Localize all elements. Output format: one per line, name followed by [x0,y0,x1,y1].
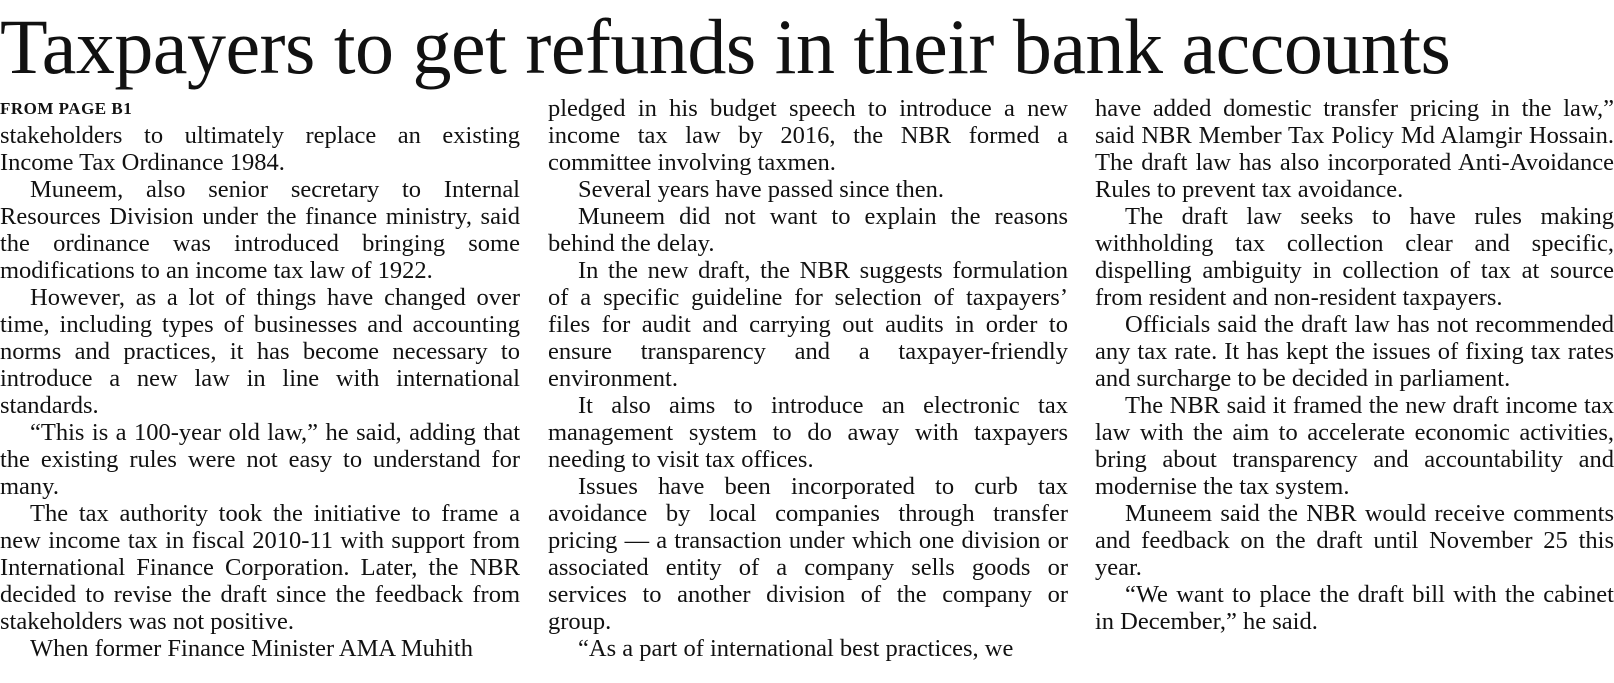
paragraph: Several years have passed since then. [578,176,944,203]
paragraph: Muneem said the NBR would receive comments and feedback on the draft until November 25 this year. [1095,500,1614,581]
paragraph: “We want to place the draft bill with the cabinet in December,” he said. [1095,581,1614,635]
article-column-3 [1095,95,1614,635]
paragraph: Muneem did not want to explain the reasons behind the delay. [548,203,1068,257]
paragraph: have added domestic transfer pricing in the law,” said NBR Member Tax Policy Md Alamgir Hossain. The draft law has also incorporated Anti-Avoidance Rules to prevent tax avoidance. [1095,95,1614,203]
paragraph: Officials said the draft law has not recommended any tax rate. It has kept the issues of fixing tax rates and surcharge to be decided in parliament. [1095,311,1614,392]
paragraph: “This is a 100-year old law,” he said, adding that the existing rules were not easy to understand for many. [0,419,520,500]
continued-from-label: FROM PAGE B1 [0,99,133,118]
paragraph: When former Finance Minister AMA Muhith [30,635,473,662]
paragraph: stakeholders to ultimately replace an existing Income Tax Ordinance 1984. [0,122,520,176]
paragraph: Muneem, also senior secretary to Internal Resources Division under the finance ministry, said the ordinance was introduced bringing some modifications to an income tax law of 1922. [0,176,520,284]
article-column-1 [0,95,520,662]
paragraph: The NBR said it framed the new draft income tax law with the aim to accelerate economic activities, bring about transparency and accountability and modernise the tax system. [1095,392,1614,500]
paragraph: It also aims to introduce an electronic tax management system to do away with taxpayers needing to visit tax offices. [548,392,1068,473]
paragraph: However, as a lot of things have changed over time, including types of businesses and accounting norms and practices, it has become necessary to introduce a new law in line with international standards. [0,284,520,419]
paragraph: In the new draft, the NBR suggests formulation of a specific guideline for selection of taxpayers’ files for audit and carrying out audits in order to ensure transparency and a taxpayer-friendly environment. [548,257,1068,392]
paragraph: The tax authority took the initiative to frame a new income tax in fiscal 2010-11 with support from International Finance Corporation. Later, the NBR decided to revise the draft since the feedback from stakeholders was not positive. [0,500,520,635]
article-column-2 [548,95,1068,662]
paragraph: “As a part of international best practices, we [578,635,1014,662]
paragraph: The draft law seeks to have rules making withholding tax collection clear and specific, dispelling ambiguity in collection of tax at source from resident and non-resident taxpayers. [1095,203,1614,311]
paragraph: Issues have been incorporated to curb tax avoidance by local companies through transfer pricing — a transaction under which one division or associated entity of a company sells goods or services to another division of the company or group. [548,473,1068,635]
headline: Taxpayers to get refunds in their bank accounts [0,3,1451,90]
paragraph: pledged in his budget speech to introduce a new income tax law by 2016, the NBR formed a committee involving taxmen. [548,95,1068,176]
